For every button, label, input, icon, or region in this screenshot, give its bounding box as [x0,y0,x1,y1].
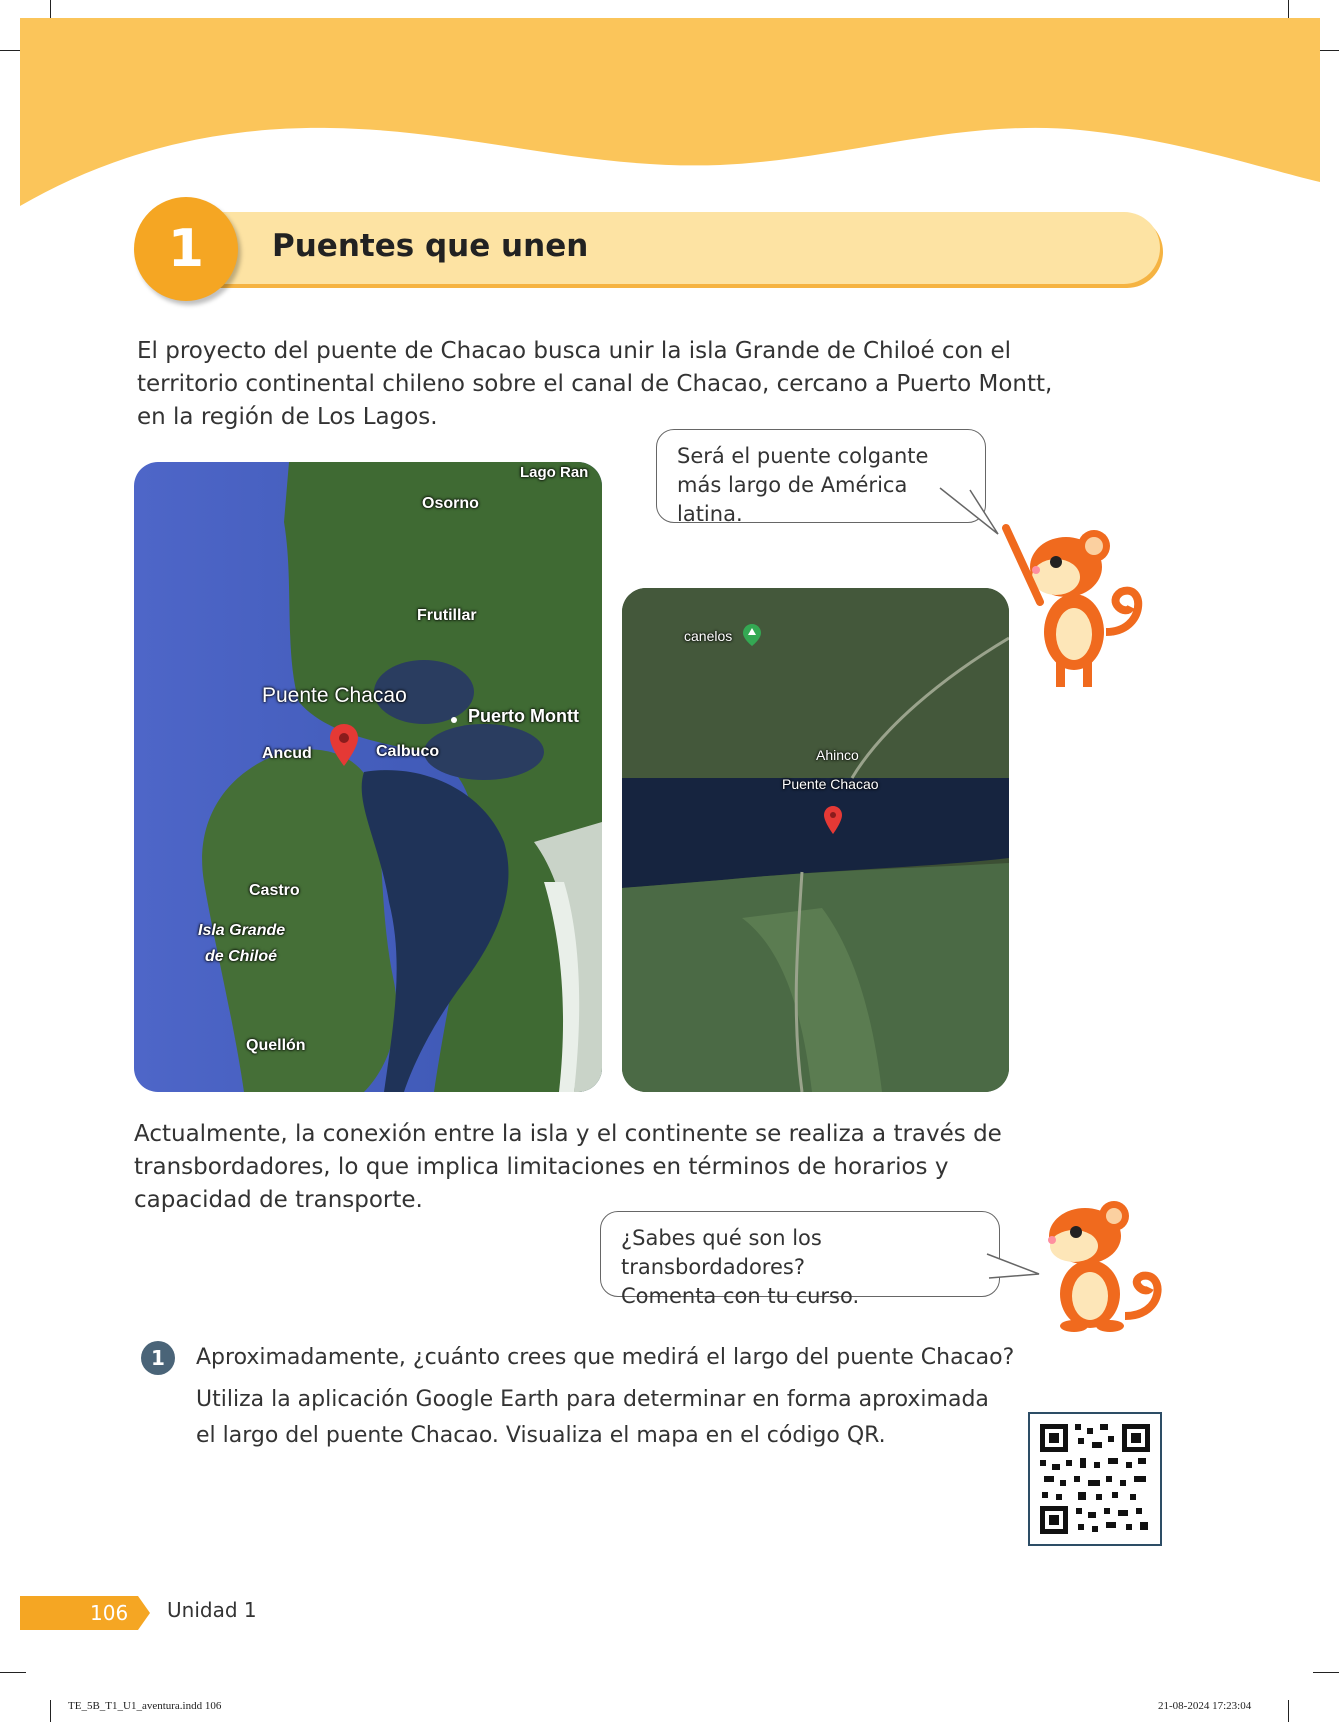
map-label-de-chiloe: de Chiloé [205,948,278,965]
zoom-label-canelos: canelos [684,628,733,644]
mascot-pointing-icon [996,522,1156,692]
lesson-title: Puentes que unen [272,228,589,264]
intro-paragraph: El proyecto del puente de Chacao busca unir la isla Grande de Chiloé con el territorio continental chileno sobre el canal de Chacao, cercano a Puerto Montt, en la región de Los Lagos. [137,338,1053,430]
bubble-line-1: ¿Sabes qué son los transbordadores? [621,1226,822,1279]
page-number: 106 [90,1601,129,1625]
lesson-number: 1 [167,219,205,279]
question-number: 1 [151,1346,165,1370]
speech-bubble-fact [656,429,986,526]
zoom-pin-icon [824,806,842,834]
map-pin-icon [330,724,358,766]
map-label-puerto-montt: Puerto Montt [468,706,579,726]
slug-date: 21-08-2024 17:23:04 [1158,1700,1252,1712]
page-number-tab [20,1596,150,1630]
question-line-2: Utiliza la aplicación Google Earth para determinar en forma aproximada [196,1387,989,1412]
park-icon [743,624,761,646]
map-label-castro: Castro [249,882,300,899]
satellite-map-region [134,462,602,1092]
mascot-sitting-icon [1030,1196,1170,1336]
slug-filename: TE_5B_T1_U1_aventura.indd 106 [68,1700,222,1712]
zoom-label-ahinco: Ahinco [816,747,859,763]
speech-bubble-fact-text: Será el puente colgante más largo de América latina. [677,444,929,526]
map-label-frutillar: Frutillar [417,607,477,624]
header-banner [0,0,1339,220]
map-label-puente-chacao: Puente Chacao [262,684,407,707]
question-line-1: Aproximadamente, ¿cuánto crees que medirá el largo del puente Chacao? [196,1345,1015,1370]
qr-code[interactable] [1028,1412,1162,1546]
speech-bubble-tail [938,486,1000,536]
map-label-isla-grande: Isla Grande [198,922,286,939]
map-label-calbuco: Calbuco [376,743,440,760]
speech-bubble-question [600,1211,1000,1308]
map-dot-icon [449,715,459,725]
unit-label: Unidad 1 [167,1598,257,1622]
zoom-label-puente-chacao: Puente Chacao [782,776,879,792]
question-line-3: el largo del puente Chacao. Visualiza el mapa en el código QR. [196,1423,886,1448]
ferry-paragraph: Actualmente, la conexión entre la isla y el continente se realiza a través de transbordadores, lo que implica limitaciones en términos de horarios y capacidad de transporte. [134,1121,1002,1213]
map-label-lago: Lago Ran [520,464,589,481]
satellite-map-zoom [622,588,1009,1092]
map-label-osorno: Osorno [422,495,479,512]
map-label-quellon: Quellón [246,1037,306,1054]
bubble-line-2: Comenta con tu curso. [621,1284,860,1308]
map-label-ancud: Ancud [262,745,312,762]
